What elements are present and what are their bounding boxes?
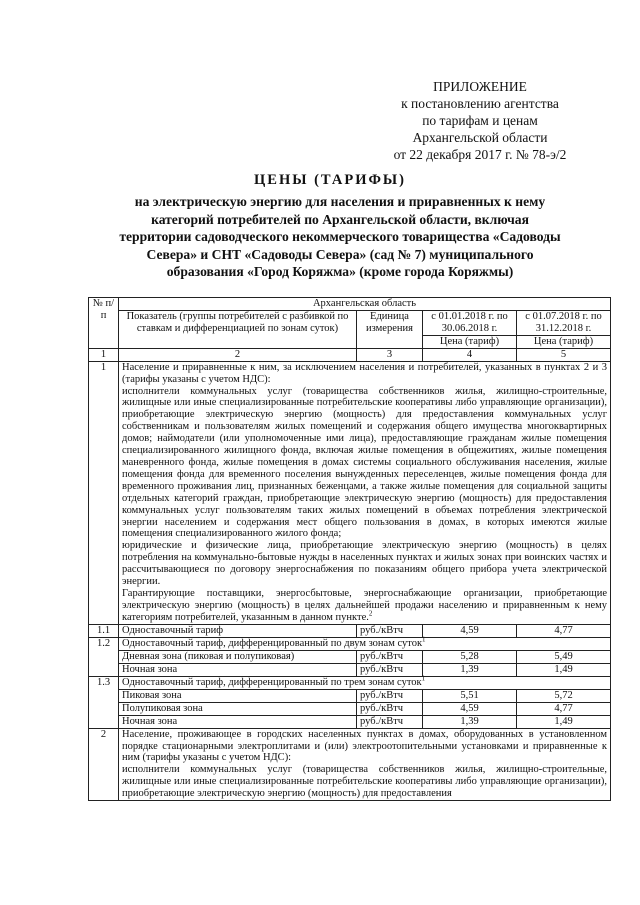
paragraph: исполнители коммунальных услуг (товарищества собственников жилья, жилищно-строительные, жилищные или иные специализированные потребительские кооперативы либо управляющие организации), приобретающие электрическую энергию (мощность) для предоставления коммунальных услуг собственникам и пользователям жилых помещений и содержания общего имущества многоквартирных домов; наймодатели (или уполномоченные ими лица), предоставляющие гражданам жилые помещения специализированного жилищного фонда, включая жилые помещения в общежитиях, жилые помещения маневренного фонда, жилые помещения в домах системы социального обслуживания населения, жилые помещения фонда для временного поселения вынужденных переселенцев, жилые помещения фонда для временного проживания лиц, признанных беженцами, а также жилые помещения для социальной защиты отдельных категорий граждан, приобретающие электрическую энергию (мощность) для предоставления коммунальных услуг пользователям таких жилых помещений в объемах потребления электрической энергии населением и содержания мест общего пользования в домах, в которых имеются жилые помещения специализированного жилого фонда; (122, 385, 608, 540)
subtitle-line: категорий потребителей по Архангельской области, включая (151, 211, 529, 227)
price-h1: 1,39 (423, 715, 517, 728)
appendix-title: ПРИЛОЖЕНИЕ (433, 79, 527, 94)
header-period-1: с 01.01.2018 г. по 30.06.2018 г. (423, 311, 517, 336)
paragraph (122, 588, 607, 624)
subtitle-line: Севера» и СНТ «Садоводы Севера» (сад № 7) муниципального (146, 246, 534, 262)
row-label: Ночная зона (119, 663, 357, 676)
row-number: 1 (89, 361, 119, 624)
appendix-line: к постановлению агентства (401, 96, 559, 111)
row-unit: руб./кВтч (357, 663, 423, 676)
row-unit: руб./кВтч (357, 650, 423, 663)
header-number: № п/п (89, 298, 119, 349)
price-h1: 4,59 (423, 702, 517, 715)
row-label: Ночная зона (119, 715, 357, 728)
footnote-ref: 1 (421, 674, 426, 683)
paragraph-text: Гарантирующие поставщики, энергосбытовые, энергоснабжающие организации, приобретающие электрическую энергию (мощность) в целях дальнейшей продажи населению и приравненным к нему категориям потребителей, указанным в данном пункте. (122, 587, 608, 623)
price-h1: 1,39 (423, 663, 517, 676)
row-label: Полупиковая зона (119, 702, 357, 715)
row-label: Пиковая зона (119, 689, 357, 702)
row-unit: руб./кВтч (357, 715, 423, 728)
price-h2: 1,49 (517, 663, 611, 676)
header-price-2: Цена (тариф) (517, 335, 611, 348)
document-title: ЦЕНЫ (ТАРИФЫ) (254, 172, 406, 188)
row-label: Одноставочный тариф (119, 624, 357, 637)
appendix-line: от 22 декабря 2017 г. № 78-э/2 (393, 147, 567, 162)
price-h2: 5,72 (517, 689, 611, 702)
document-subtitle (100, 193, 580, 281)
group-2-description (119, 728, 611, 800)
header-price-1: Цена (тариф) (423, 335, 517, 348)
row-number: 2 (89, 728, 119, 800)
price-h2: 4,77 (517, 624, 611, 637)
column-number: 4 (423, 348, 517, 361)
tariff-table (88, 297, 611, 801)
price-h1: 5,28 (423, 650, 517, 663)
paragraph: Население и приравненные к ним, за исключением населения и потребителей, указанных в пунктах 2 и 3 (тарифы указаны с учетом НДС): (122, 361, 608, 385)
price-h2: 4,77 (517, 702, 611, 715)
row-label: Дневная зона (пиковая и полупиковая) (119, 650, 357, 663)
header-unit: Единица измерения (357, 311, 423, 349)
column-number: 5 (517, 348, 611, 361)
paragraph: юридические и физические лица, приобретающие электрическую энергию (мощность) в целях потребления на коммунально-бытовые нужды в населенных пунктах и жилых зонах при воинских частях и рассчитывающиеся по договору энергоснабжения по показаниям общего прибора учета электрической энергии. (122, 540, 608, 588)
appendix-line: Архангельской области (412, 130, 548, 145)
row-unit: руб./кВтч (357, 689, 423, 702)
row-unit: руб./кВтч (357, 624, 423, 637)
paragraph: исполнители коммунальных услуг (товарищества собственников жилья, жилищно-строительные, жилищные или иные специализированные потребительские кооперативы либо управляющие организации), приобретающие электрическую энергию (мощность) для предоставления (122, 764, 608, 800)
column-number: 1 (89, 348, 119, 361)
group-1-description (119, 361, 611, 624)
region-header: Архангельская область (119, 298, 611, 311)
header-indicator: Показатель (группы потребителей с разбивкой по ставкам и дифференциацией по зонам суток) (119, 311, 357, 349)
subtitle-line: на электрическую энергию для населения и приравненных к нему (134, 194, 546, 209)
appendix-line: по тарифам и ценам (422, 113, 538, 128)
row-unit: руб./кВтч (357, 702, 423, 715)
row-number: 1.2 (89, 637, 119, 676)
price-h2: 5,49 (517, 650, 611, 663)
subtitle-line: территории садоводческого некоммерческого товарищества «Садоводы (119, 229, 561, 245)
row-label-text: Одноставочный тариф, дифференцированный по двум зонам суток (122, 637, 423, 649)
row-number: 1.1 (89, 624, 119, 637)
row-label (119, 637, 611, 650)
row-label-text: Одноставочный тариф, дифференцированный по трем зонам суток (122, 676, 422, 688)
footnote-ref: 2 (368, 609, 373, 618)
column-number: 3 (357, 348, 423, 361)
price-h1: 5,51 (423, 689, 517, 702)
row-number: 1.3 (89, 676, 119, 728)
price-h2: 1,49 (517, 715, 611, 728)
paragraph: Население, проживающее в городских населенных пунктах в домах, оборудованных в установленном порядке стационарными электроплитами и (или) электроотопительными установками и приравненные к ним (тарифы указаны с учетом НДС): (122, 728, 608, 764)
footnote-ref: 1 (422, 635, 426, 644)
appendix-block (360, 78, 600, 163)
column-number: 2 (119, 348, 357, 361)
subtitle-line: образования «Город Коряжма» (кроме города Коряжмы) (166, 264, 514, 280)
price-h1: 4,59 (423, 624, 517, 637)
header-period-2: с 01.07.2018 г. по 31.12.2018 г. (517, 311, 611, 336)
row-label (119, 676, 611, 689)
